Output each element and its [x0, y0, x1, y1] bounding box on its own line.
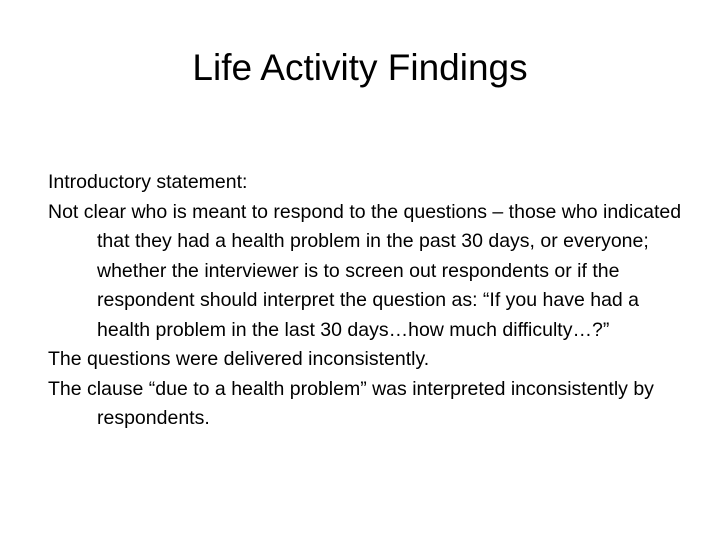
- paragraph-delivery-inconsistency: The questions were delivered inconsistently.: [48, 348, 430, 370]
- slide-title: Life Activity Findings: [192, 47, 528, 88]
- slide-body: [48, 168, 688, 434]
- paragraph-respondent-ambiguity: Not clear who is meant to respond to the questions – those who indicated that they had a health problem in the past 30 days, or everyone; whether the interviewer is to screen out respondents or if the respondent should interpret the question as: “If you have had a health problem in the last 30 days…how much difficulty…?”: [48, 200, 682, 341]
- paragraph-introductory-statement: Introductory statement:: [48, 171, 248, 193]
- paragraph-clause-interpretation: The clause “due to a health problem” was interpreted inconsistently by respondents.: [48, 377, 654, 429]
